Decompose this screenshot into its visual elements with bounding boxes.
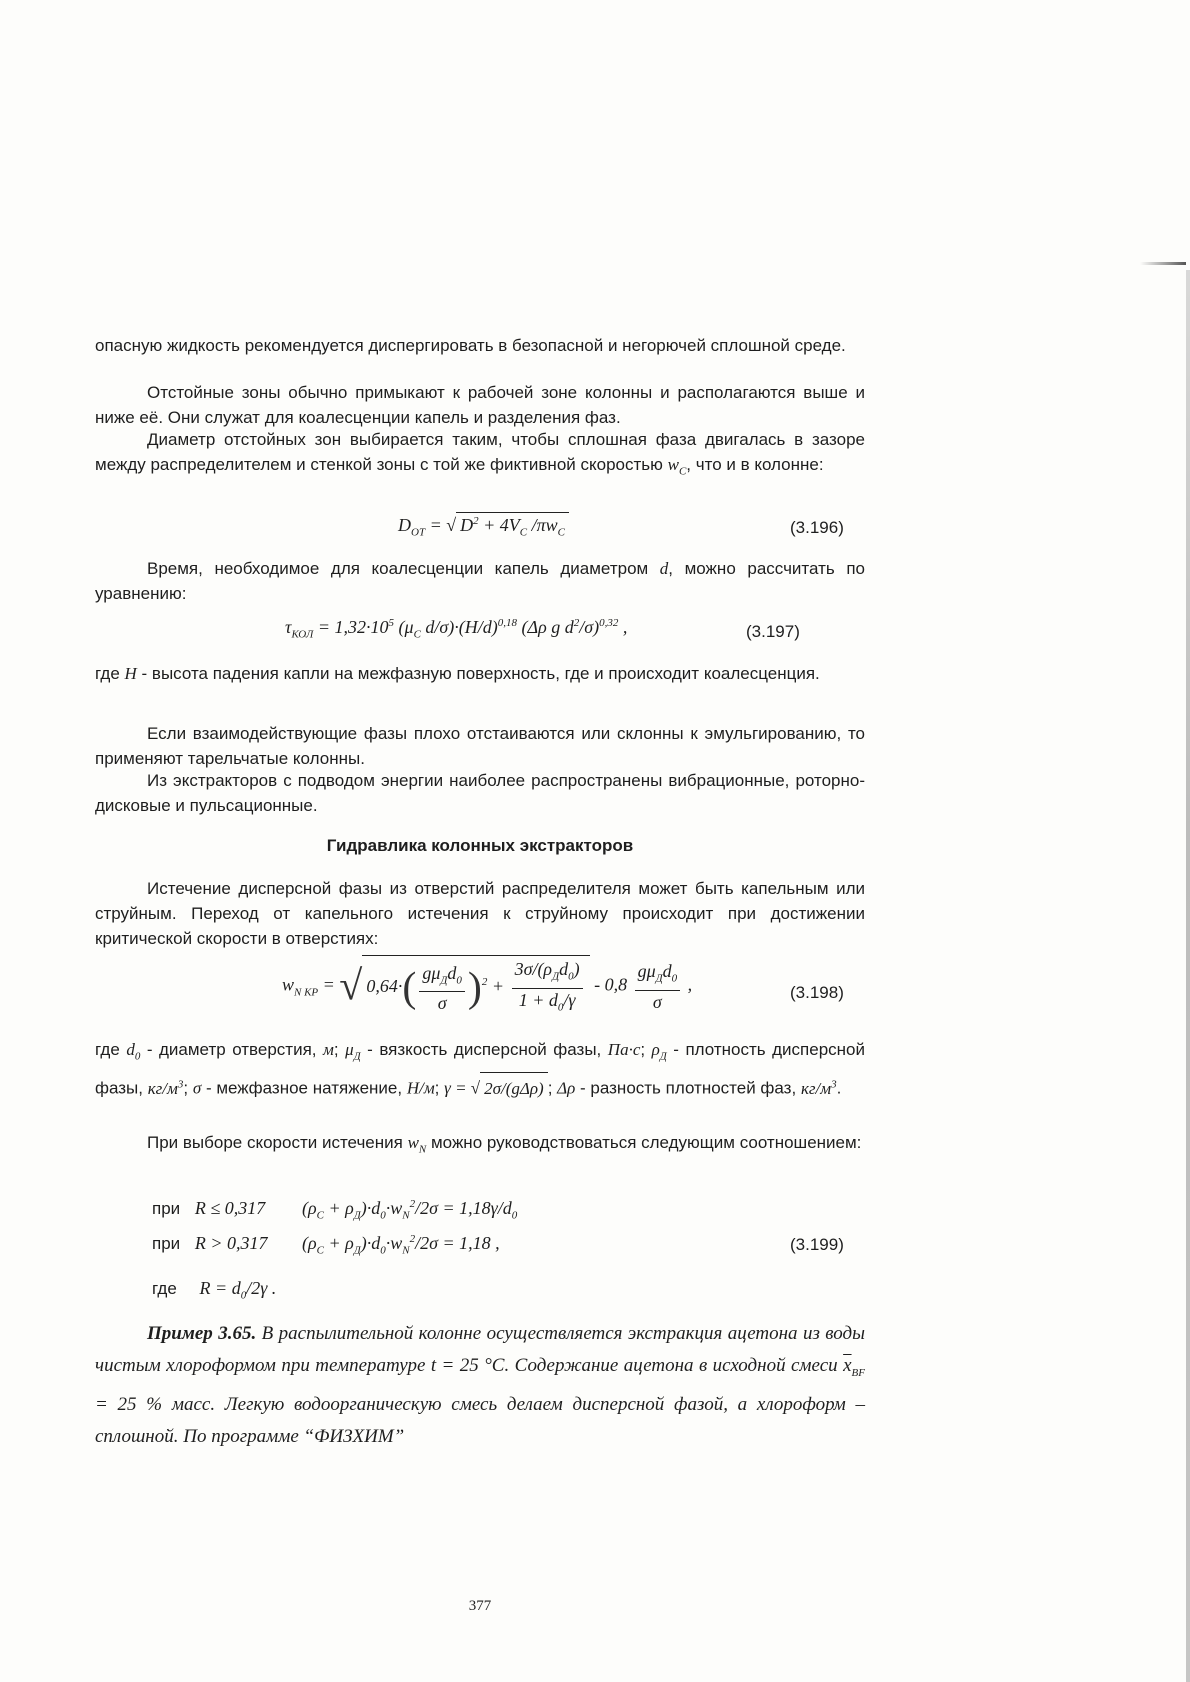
paragraph-2: Отстойные зоны обычно примыкают к рабочей зоне колонны и располагаются выше и ниже её. Они служат для коалесценции капель и разделения фаз. (95, 383, 865, 427)
symbol-wc: $w_C$ (667, 455, 687, 478)
paragraph-3: Диаметр отстойных зон выбирается таким, чтобы сплошная фаза двигалась в зазоре между распределителем и стенкой зоны с той же фиктивной скоростью $w_C$, что и в колонне: (95, 430, 865, 478)
paragraph-10: При выборе скорости истечения $w_N$ можно руководствоваться следующим соотношением: (147, 1133, 862, 1156)
paragraph-7: Из экстракторов с подводом энергии наиболее распространены вибрационные, роторно-дисковые и пульсационные. (95, 771, 865, 815)
paragraph-8: Истечение дисперсной фазы из отверстий распределителя может быть капельным или струйным. Переход от капельного истечения к струйному происходит при достижении критической скорости в отверстиях: (95, 879, 865, 948)
equation-3-198: $w_{N КР}$ = √ 0,64·( $\frac{g\mu_Дd_0}{\sigma}$ )$^2$ + $\frac{3\sigma/(\rho_Дd_0)}{1 + d_0/\gamma}$ - 0,8 $\frac{g\mu_Дd_0}{\sigma}$ , (282, 955, 692, 1018)
example-label: Пример 3.65. (147, 1323, 257, 1344)
condition-where: где $R = d_0/2\gamma$ . (152, 1278, 277, 1302)
paragraph-1: опасную жидкость рекомендуется диспергировать в безопасной и негорючей сплошной среде. (95, 336, 846, 355)
equation-number-3-198: (3.198) (790, 983, 844, 1002)
scan-edge (1186, 270, 1190, 1682)
paragraph-6: Если взаимодействующие фазы плохо отстаиваются или склонны к эмульгированию, то применяют тарельчатые колонны. (95, 724, 865, 768)
condition-row-1: при R ≤ 0,317 $(\rho_C + \rho_Д)\cdot d_0\cdot w_N^2/2\sigma = 1,18\gamma/d_0$ (152, 1198, 518, 1222)
equation-3-196: $D_{ОТ}$ = √ $D^2 + 4V_C$ $/\pi w_C$ (398, 512, 569, 539)
page-number: 377 (468, 1598, 492, 1614)
equation-number-3-197: (3.197) (746, 622, 800, 641)
equation-number-3-196: (3.196) (790, 518, 844, 537)
section-heading: Гидравлика колонных экстракторов (326, 836, 634, 855)
paragraph-9: где $d_0$ - диаметр отверстия, м; $\mu_Д$ - вязкость дисперсной фазы, Па·с; $\rho_Д$ - плотность дисперсной фазы, $кг/м^3$; σ - межфазное натяжение, Н/м; γ = √ 2σ/(gΔρ) ; Δρ - разность плотностей фаз, $кг/м^3$. (95, 1036, 865, 1103)
example-paragraph: Пример 3.65. В распылительной колонне осуществляется экстракция ацетона из воды чистым хлороформом при температуре t = 25 °C. Содержание ацетона в исходной смеси $\overline{x}_{BF} = 25$ % масс. Легкую водоорганическую смесь делаем дисперсной фазой, а хлороформ – сплошной. По программе “ФИЗХИМ” (95, 1323, 865, 1447)
paragraph-5: где H - высота падения капли на межфазную поверхность, где и происходит коалесценция. (95, 664, 820, 683)
condition-row-2: при R > 0,317 $(\rho_C + \rho_Д)\cdot d_0\cdot w_N^2/2\sigma = 1,18$ , (152, 1233, 500, 1257)
equation-3-197: $\tau_{КОЛ} = 1,32\cdot 10^5$ ($\mu_C$ $d/\sigma)\cdot(H/d)^{0,18}$ (Δρ g $d^2/\sigma)^{0,32}$ , (285, 617, 628, 641)
scan-mark (1140, 262, 1186, 265)
paragraph-4: Время, необходимое для коалесценции капель диаметром d, можно рассчитать по уравнению: (95, 559, 865, 603)
equation-number-3-199: (3.199) (790, 1235, 844, 1254)
